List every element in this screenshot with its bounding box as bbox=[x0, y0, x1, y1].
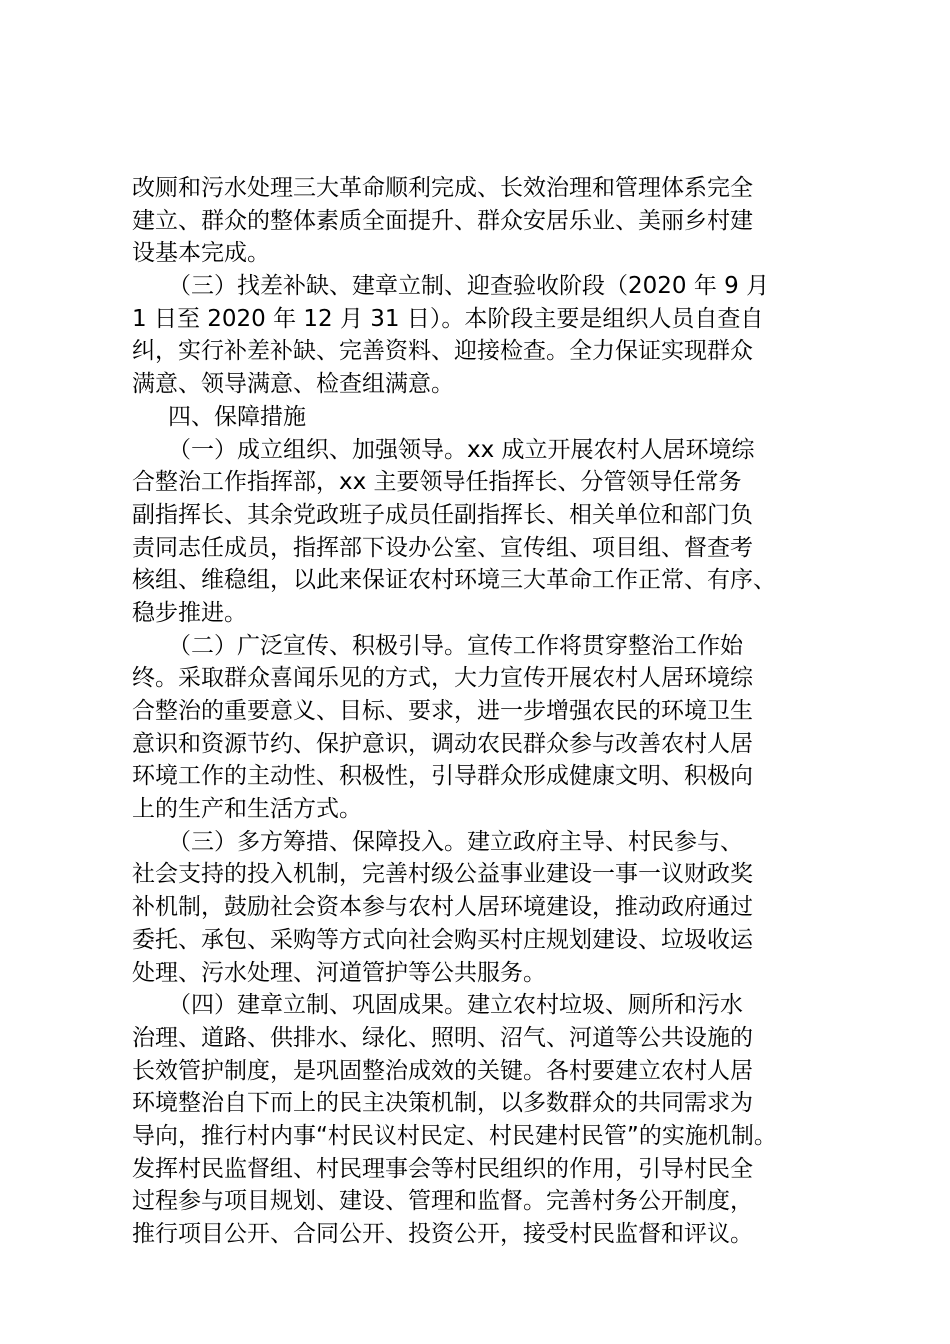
paragraph-start-line: （三）找差补缺、建章立制、迎查验收阶段（2020 年 9 月 bbox=[168, 273, 770, 300]
text-line: 环境工作的主动性、积极性，引导群众形成健康文明、积极向 bbox=[132, 763, 753, 790]
text-line: 合整治的重要意义、目标、要求，进一步增强农民的环境卫生 bbox=[132, 698, 753, 724]
paragraph-start-line: （二）广泛宣传、积极引导。宣传工作将贯穿整治工作始 bbox=[168, 632, 743, 659]
text-line: 稳步推进。 bbox=[132, 599, 247, 626]
text-line: 处理、污水处理、河道管护等公共服务。 bbox=[132, 959, 546, 986]
text-line: 1 日至 2020 年 12 月 31 日）。本阶段主要是组织人员自查自 bbox=[132, 305, 764, 332]
text-line: 责同志任成员，指挥部下设办公室、宣传组、项目组、督查考 bbox=[132, 534, 753, 561]
paragraph-start-line: （四）建章立制、巩固成果。建立农村垃圾、厕所和污水 bbox=[168, 992, 743, 1019]
text-line: 改厕和污水处理三大革命顺利完成、长效治理和管理体系完全 bbox=[132, 175, 753, 201]
text-line: 过程参与项目规划、建设、管理和监督。完善村务公开制度， bbox=[132, 1188, 753, 1215]
text-line: 推行项目公开、合同公开、投资公开，接受村民监督和评议。 bbox=[132, 1221, 753, 1247]
text-line: 终。采取群众喜闻乐见的方式，大力宣传开展农村人居环境综 bbox=[132, 665, 753, 692]
text-line: 纠，实行补差补缺、完善资料、迎接检查。全力保证实现群众 bbox=[132, 338, 753, 365]
text-line: 委托、承包、采购等方式向社会购买村庄规划建设、垃圾收运 bbox=[132, 926, 753, 953]
text-line: 社会支持的投入机制，完善村级公益事业建设一事一议财政奖 bbox=[132, 861, 753, 888]
text-line: 环境整治自下而上的民主决策机制，以多数群众的共同需求为 bbox=[132, 1090, 753, 1117]
text-line: 补机制，鼓励社会资本参与农村人居环境建设，推动政府通过 bbox=[132, 894, 753, 921]
paragraph-start-line: （三）多方筹措、保障投入。建立政府主导、村民参与、 bbox=[168, 828, 743, 855]
text-line: 发挥村民监督组、村民理事会等村民组织的作用，引导村民全 bbox=[132, 1155, 753, 1182]
paragraph-start-line: （一）成立组织、加强领导。xx 成立开展农村人居环境综 bbox=[168, 436, 755, 463]
text-line: 导向，推行村内事“村民议村民定、村民建村民管”的实施机制。 bbox=[132, 1122, 777, 1149]
text-line: 治理、道路、供排水、绿化、照明、沼气、河道等公共设施的 bbox=[132, 1024, 753, 1051]
text-line: 建立、群众的整体素质全面提升、群众安居乐业、美丽乡村建 bbox=[132, 207, 753, 234]
text-line: 长效管护制度，是巩固整治成效的关键。各村要建立农村人居 bbox=[132, 1057, 753, 1084]
text-line: 意识和资源节约、保护意识，调动农民群众参与改善农村人居 bbox=[132, 730, 753, 757]
section-heading: 四、保障措施 bbox=[168, 403, 306, 430]
document-body bbox=[132, 172, 842, 1251]
text-line: 上的生产和生活方式。 bbox=[132, 796, 362, 823]
text-line: 核组、维稳组，以此来保证农村环境三大革命工作正常、有序、 bbox=[132, 567, 776, 594]
text-line: 副指挥长、其余党政班子成员任副指挥长、相关单位和部门负 bbox=[132, 501, 753, 528]
text-line: 满意、领导满意、检查组满意。 bbox=[132, 371, 454, 398]
text-line: 设基本完成。 bbox=[132, 240, 270, 267]
text-line: 合整治工作指挥部，xx 主要领导任指挥长、分管领导任常务 bbox=[132, 469, 742, 496]
